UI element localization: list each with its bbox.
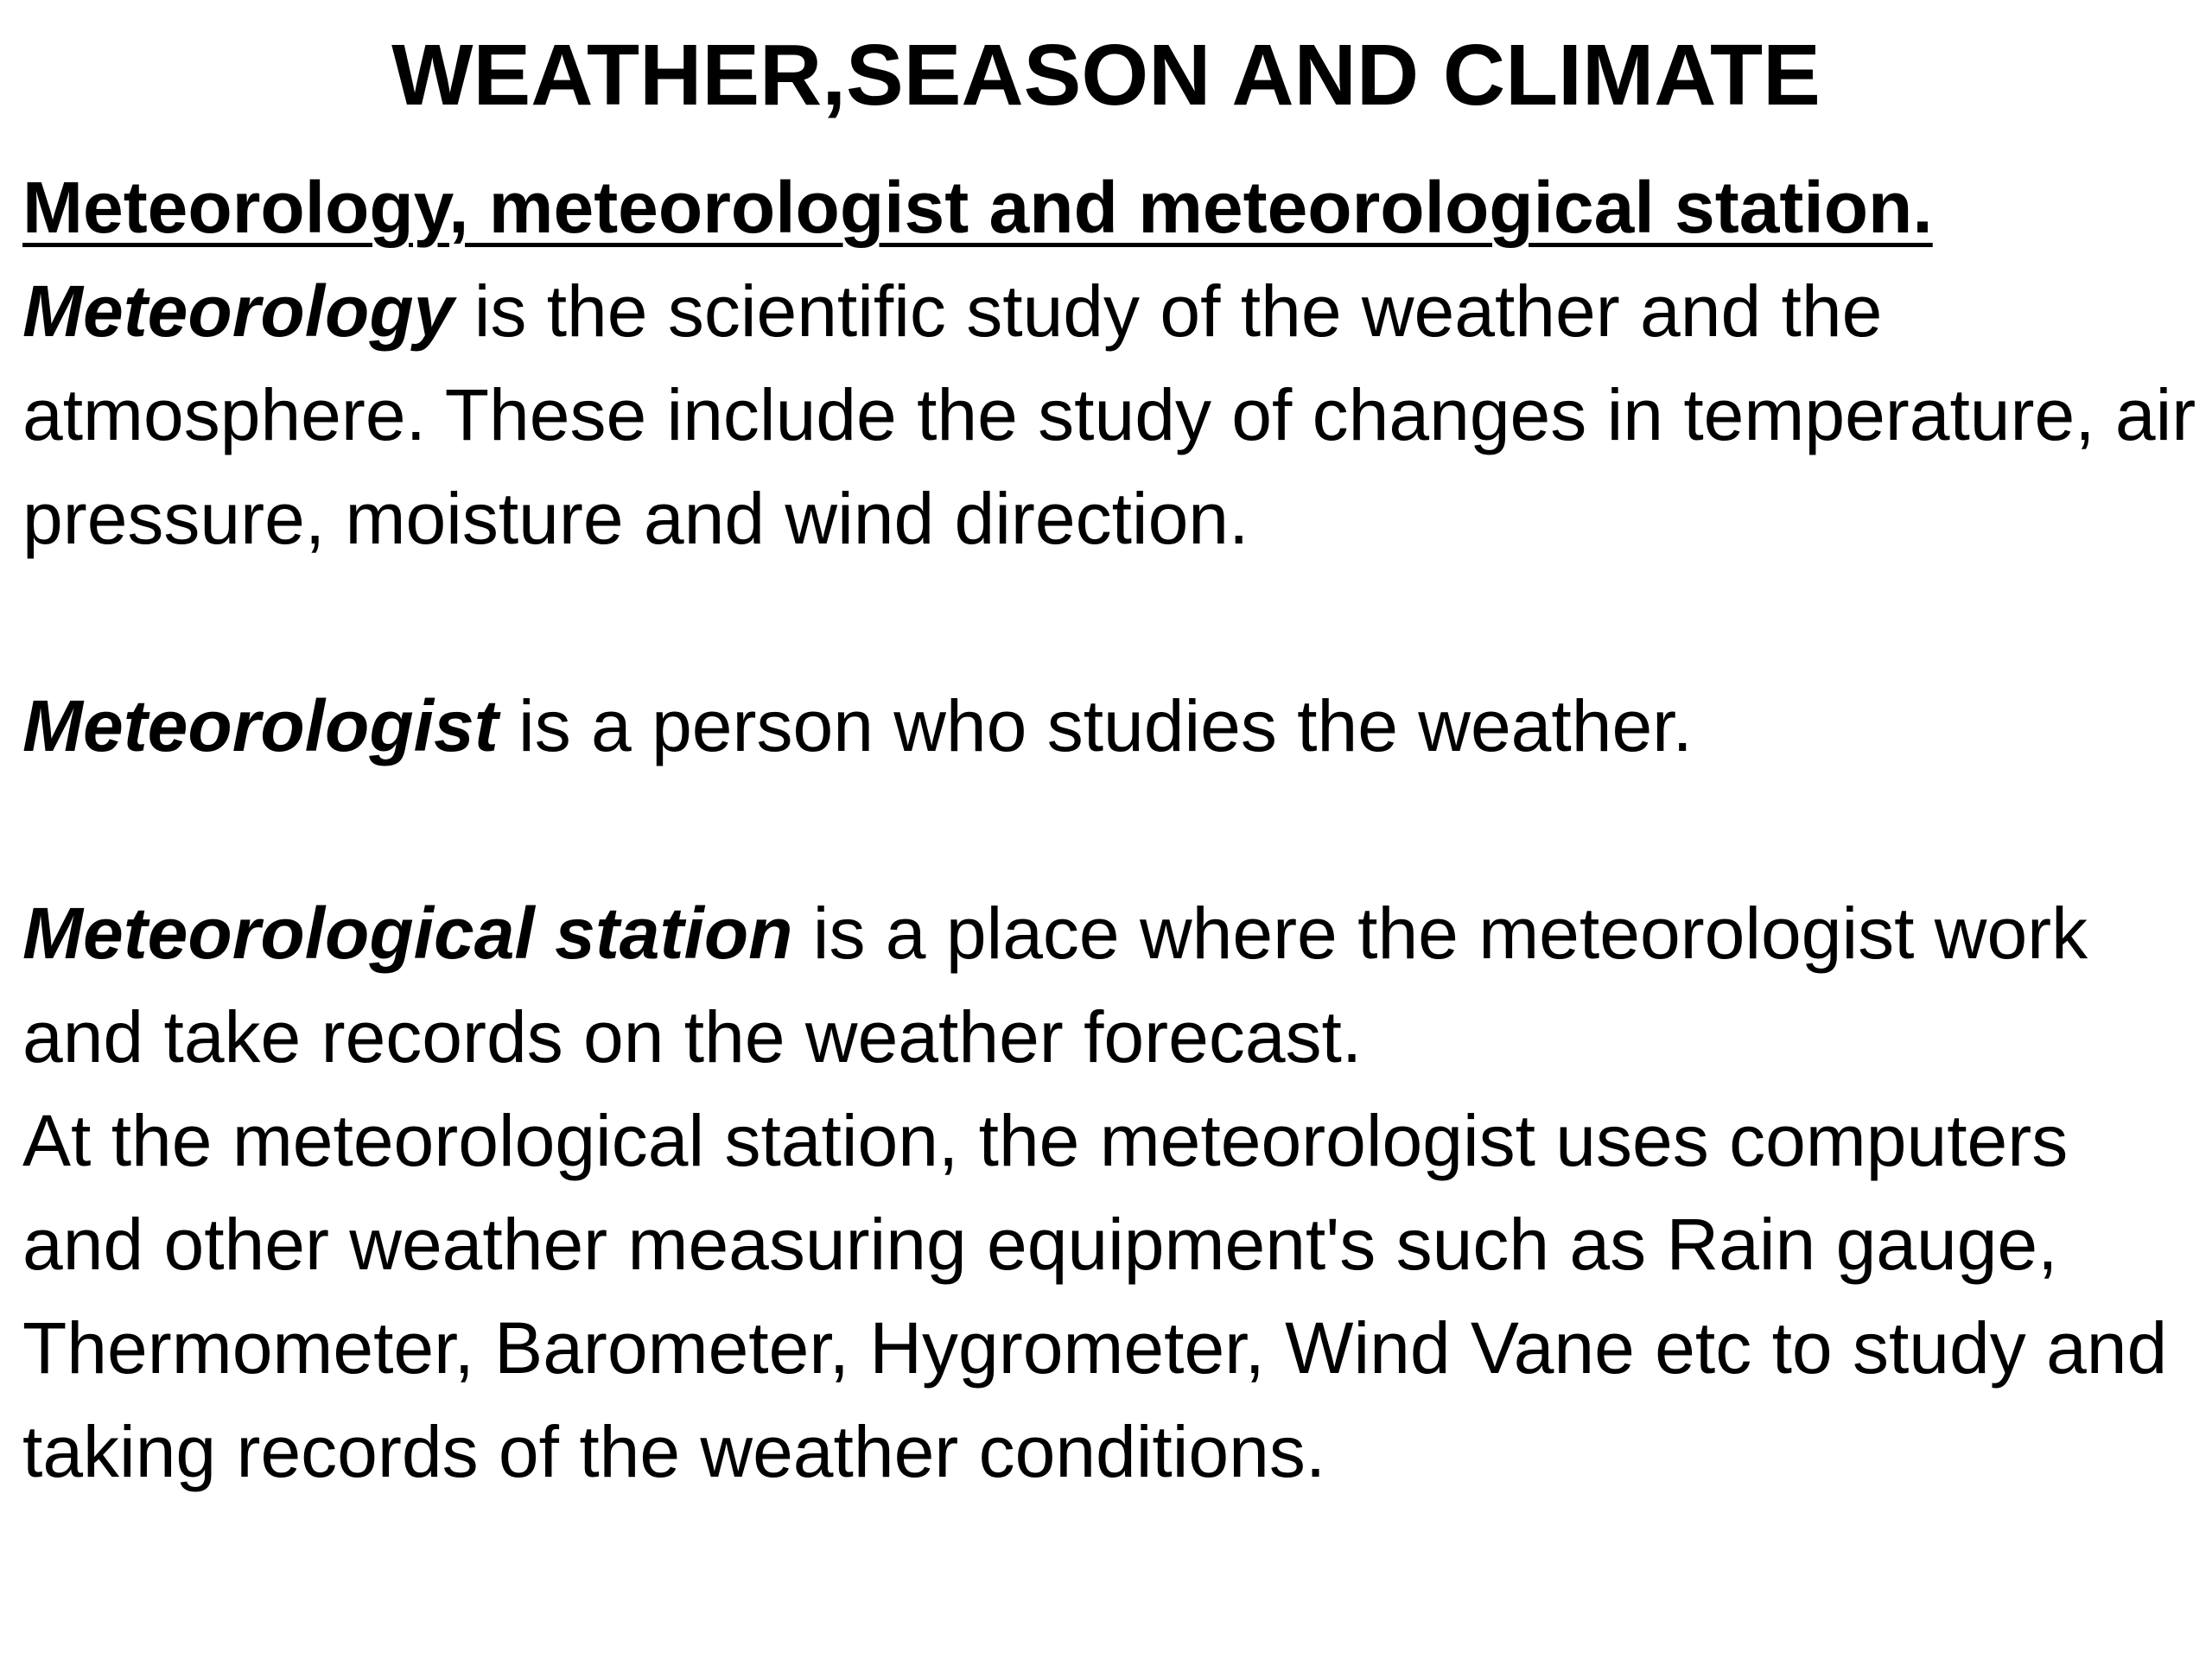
paragraph-spacer [22,778,2200,881]
slide-body [22,156,2200,1503]
definition-meteorology [22,259,2200,570]
slide-title: WEATHER,SEASON AND CLIMATE [391,27,1821,124]
definition-text-meteorology: is the scientific study of the weather and the atmosphere. These include the study of changes in temperature, air pressure, moisture and wind direction. [22,270,2196,559]
definition-meteorological-station [22,881,2200,1089]
term-meteorological-station: Meteorological station [22,893,793,974]
section-heading: Meteorology, meteorologist and meteorological station. [22,167,1933,248]
definition-meteorologist [22,674,2200,778]
definition-text-meteorologist: is a person who studies the weather. [498,685,1693,766]
definition-text-meteorological-station: is a place where the meteorologist work and take records on the weather forecast. [22,893,2088,1077]
paragraph-spacer [22,570,2200,674]
term-meteorologist: Meteorologist [22,685,499,766]
term-meteorology: Meteorology [22,270,454,352]
closing-paragraph: At the meteorological station, the meteorologist uses computers and other weather measuring equipment's such as Rain gauge, Thermometer, Barometer, Hygrometer, Wind Vane etc to study and taking records of the weather conditions. [22,1100,2168,1492]
